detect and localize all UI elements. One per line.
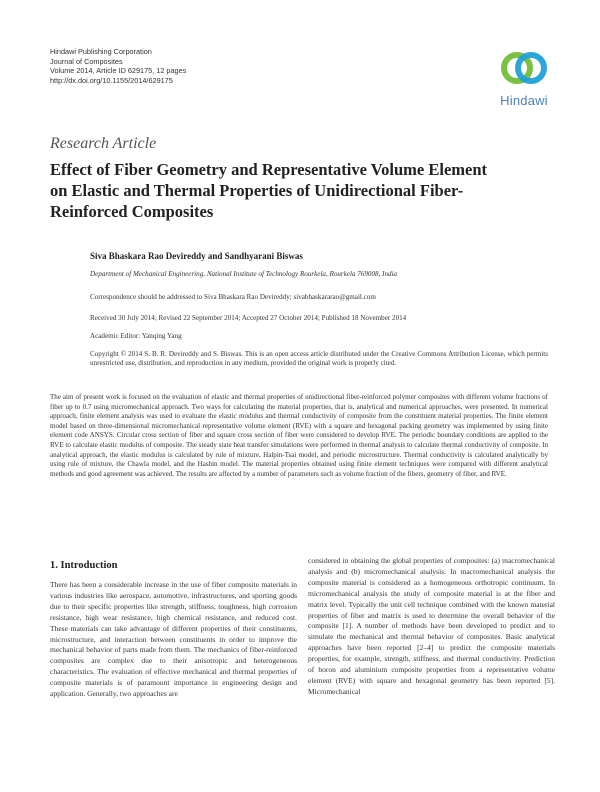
body-column-right: considered in obtaining the global properties of composites: (a) macromechanical analysis and (b) micromechanical analysis. In macromechanical analysis the composite material is considered as a homogeneous orthotropic continuum. In micromechanical analysis the study of composite material is at the fiber and matrix level. Typically the unit cell technique combined with the known material properties of fiber and matrix is used to determine the overall behavior of the composite [1]. A number of methods have been developed to predict and to simulate the mechanical and thermal behavior of composites. Basic analytical approaches have been reported [2–4] to predict the composite materials properties, for example, strength, stiffness, and thermal conductivity. Prediction of boron and aluminium composite properties from a representative volume element (RVE) with square and hexagonal geometry has been reported [5]. Micromechanical [308, 556, 555, 696]
body-column-left: There has been a considerable increase in the use of fiber composite materials in various industries like aerospace, automotive, infrastructures, and sporting goods due to their specific properties like strength, stiffness, toughness, high corrosion resistance, high wear resistance, high chemical resistance, and reduced cost. These materials can take advantage of different properties of their constituents, microstructure, and interaction between constituents in order to improve the mechanical behavior of parts made from them. The mechanics of fiber-reinforced composites are complex due to their anisotropic and heterogeneous characteristics. The evaluation of effective mechanical and thermal properties of composite materials is of paramount importance in engineering design and application. Generally, two approaches are [50, 580, 297, 699]
article-dates: Received 30 July 2014; Revised 22 September 2014; Accepted 27 October 2014; Published 18 November 2014 [90, 314, 407, 322]
article-title: Effect of Fiber Geometry and Representative Volume Element on Elastic and Thermal Properties of Unidirectional Fiber-Reinforced Composites [50, 160, 488, 221]
journal-name: Journal of Composites [50, 56, 123, 66]
doi-link[interactable]: http://dx.doi.org/10.1155/2014/629175 [50, 75, 173, 85]
publisher: Hindawi Publishing Corporation [50, 47, 152, 56]
hindawi-logo-text: Hindawi [500, 93, 548, 108]
abstract: The aim of present work is focused on the evaluation of elastic and thermal properties of unidirectional fiber-reinforced polymer composites with different volume fractions of fiber up to 0.7 using micromechanical approach. Two ways for calculating the material properties, that is, analytical and numerical approaches, were presented. In numerical approach, finite element analysis was used to evaluate the elastic modulus and thermal conductivity of composite from the constituent material properties. The finite element model based on three-dimensional micromechanical representative volume element (RVE) with a square and hexagonal packing geometry was implemented by using finite element code ANSYS. Circular cross section of fiber and square cross section of fiber were considered to develop RVE. The periodic boundary conditions are applied to the RVE to calculate elastic modulus of composite. The steady state heat transfer simulations were performed in thermal analysis to calculate thermal conductivity of composite. In analytical approach, the elastic modulus is calculated by rule of mixture, Halpin-Tsai model, and periodic microstructure. Thermal conductivity is calculated analytically by using rule of mixture, the Chawla model, and the Hashin model. The material properties obtained using finite element techniques were compared with different analytical methods and good agreement was achieved. The results are affected by a number of parameters such as volume fraction of the fibers, geometry of fiber, and RVE. [50, 393, 548, 478]
copyright-notice: Copyright © 2014 S. B. R. Devireddy and S. Biswas. This is an open access article distributed under the Creative Commons Attribution License, which permits unrestricted use, distribution, and reproduction in any medium, provided the original work is properly cited. [90, 350, 548, 368]
academic-editor: Academic Editor: Yanqing Yang [90, 332, 182, 340]
affiliation: Department of Mechanical Engineering, National Institute of Technology Rourkela, Rourkela 769008, India [90, 270, 398, 278]
hindawi-logo-icon [492, 46, 556, 90]
hindawi-logo [492, 46, 556, 108]
journal-header [50, 47, 186, 85]
article-type: Research Article [50, 135, 157, 152]
volume-info: Volume 2014, Article ID 629175, 12 pages [50, 66, 187, 76]
authors: Siva Bhaskara Rao Devireddy and Sandhyarani Biswas [90, 251, 303, 261]
section-title: 1. Introduction [50, 560, 118, 571]
correspondence: Correspondence should be addressed to Siva Bhaskara Rao Devireddy; sivabhaskararao@gmail.com [90, 293, 376, 301]
